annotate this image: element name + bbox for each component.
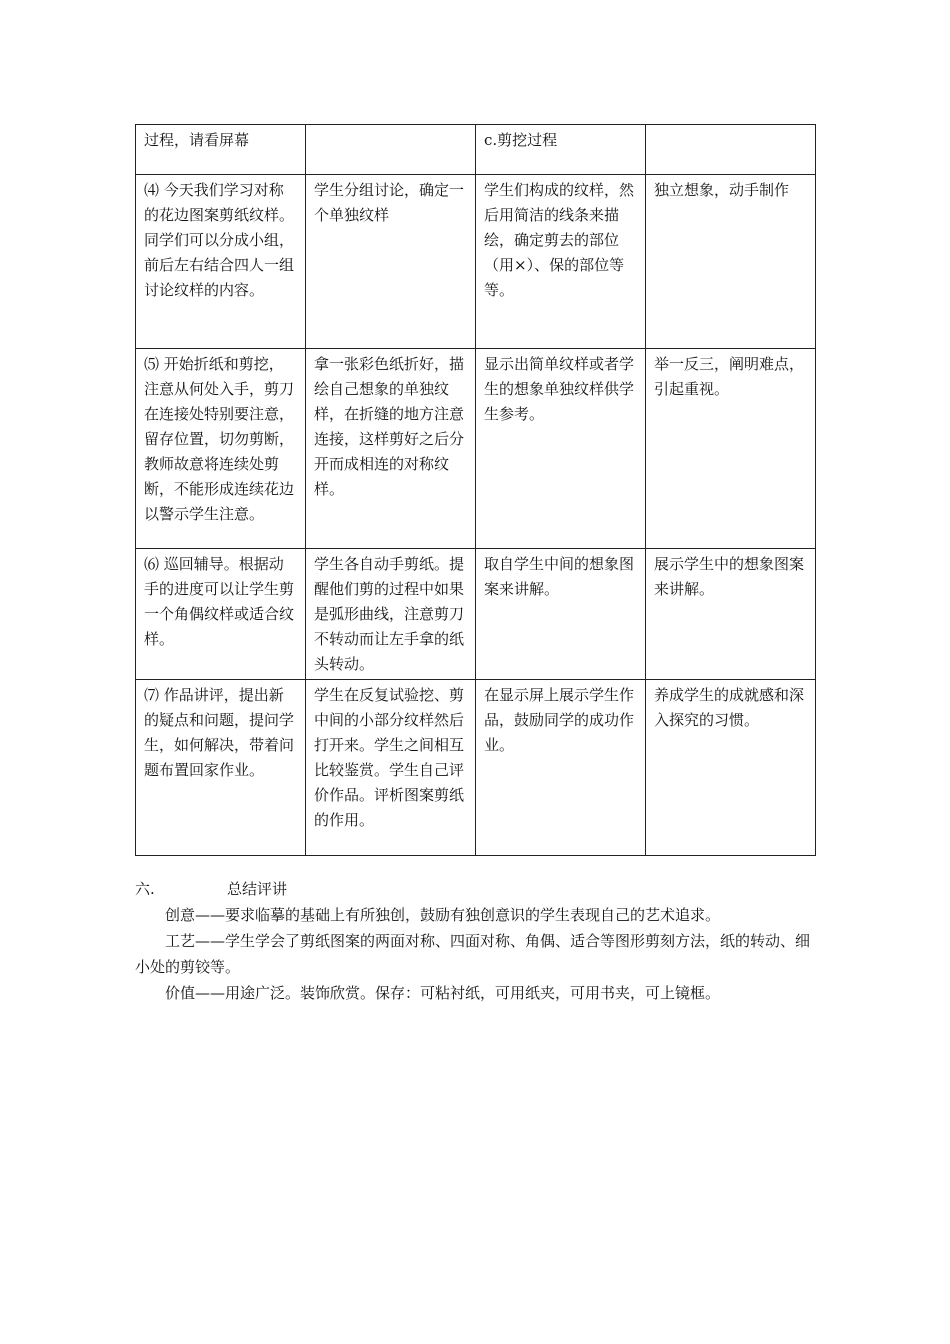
student-activity-cell: 拿一张彩色纸折好，描绘自己想象的单独纹样，在折缝的地方注意连接，这样剪好之后分开而成相连的对称纹样。: [306, 349, 476, 549]
table-row: [136, 549, 816, 680]
purpose-cell: 独立想象，动手制作: [646, 175, 816, 349]
purpose-cell: [646, 125, 816, 175]
teacher-activity-cell: ⑺ 作品讲评，提出新的疑点和问题，提问学生，如何解决，带着问题布置回家作业。: [136, 680, 306, 856]
media-cell: 学生们构成的纹样，然后用简洁的线条来描绘，确定剪去的部位（用×）、保的部位等等。: [476, 175, 646, 349]
table-row: [136, 349, 816, 549]
purpose-cell: 养成学生的成就感和深入探究的习惯。: [646, 680, 816, 856]
lesson-plan-table: [135, 124, 816, 856]
student-activity-cell: 学生在反复试验挖、剪中间的小部分纹样然后打开来。学生之间相互比较鉴赏。学生自己评价作品。评析图案剪纸的作用。: [306, 680, 476, 856]
summary-section: [135, 876, 815, 1006]
section-title: 总结评讲: [227, 880, 288, 898]
student-activity-cell: [306, 125, 476, 175]
summary-paragraph-value: 价值——用途广泛。装饰欣赏。保存：可粘衬纸，可用纸夹，可用书夹，可上镜框。: [165, 984, 721, 1002]
media-cell: 取自学生中间的想象图案来讲解。: [476, 549, 646, 680]
student-activity-cell: 学生分组讨论，确定一个单独纹样: [306, 175, 476, 349]
media-cell: 显示出简单纹样或者学生的想象单独纹样供学生参考。: [476, 349, 646, 549]
media-cell: c.剪挖过程: [476, 125, 646, 175]
table-row: [136, 680, 816, 856]
teacher-activity-cell: ⑸ 开始折纸和剪挖，注意从何处入手，剪刀在连接处特别要注意，留存位置，切勿剪断，教师故意将连续处剪断，不能形成连续花边以警示学生注意。: [136, 349, 306, 549]
table-row: [136, 125, 816, 175]
teacher-activity-cell: 过程，请看屏幕: [136, 125, 306, 175]
media-cell: 在显示屏上展示学生作品，鼓励同学的成功作业。: [476, 680, 646, 856]
summary-paragraph-creativity: 创意——要求临摹的基础上有所独创，鼓励有独创意识的学生表现自己的艺术追求。: [165, 906, 721, 924]
section-heading: [135, 876, 815, 902]
teacher-activity-cell: ⑹ 巡回辅导。根据动手的进度可以让学生剪一个角偶纹样或适合纹样。: [136, 549, 306, 680]
teacher-activity-cell: ⑷ 今天我们学习对称的花边图案剪纸纹样。同学们可以分成小组，前后左右结合四人一组讨论纹样的内容。: [136, 175, 306, 349]
student-activity-cell: 学生各自动手剪纸。提醒他们剪的过程中如果是弧形曲线，注意剪刀不转动而让左手拿的纸头转动。: [306, 549, 476, 680]
summary-paragraph-craft: 工艺——学生学会了剪纸图案的两面对称、四面对称、角偶、适合等图形剪刻方法，纸的转动、细小处的剪铰等。: [135, 932, 811, 976]
purpose-cell: 举一反三，阐明难点，引起重视。: [646, 349, 816, 549]
purpose-cell: 展示学生中的想象图案来讲解。: [646, 549, 816, 680]
table-row: [136, 175, 816, 349]
section-number: 六.: [135, 880, 155, 898]
